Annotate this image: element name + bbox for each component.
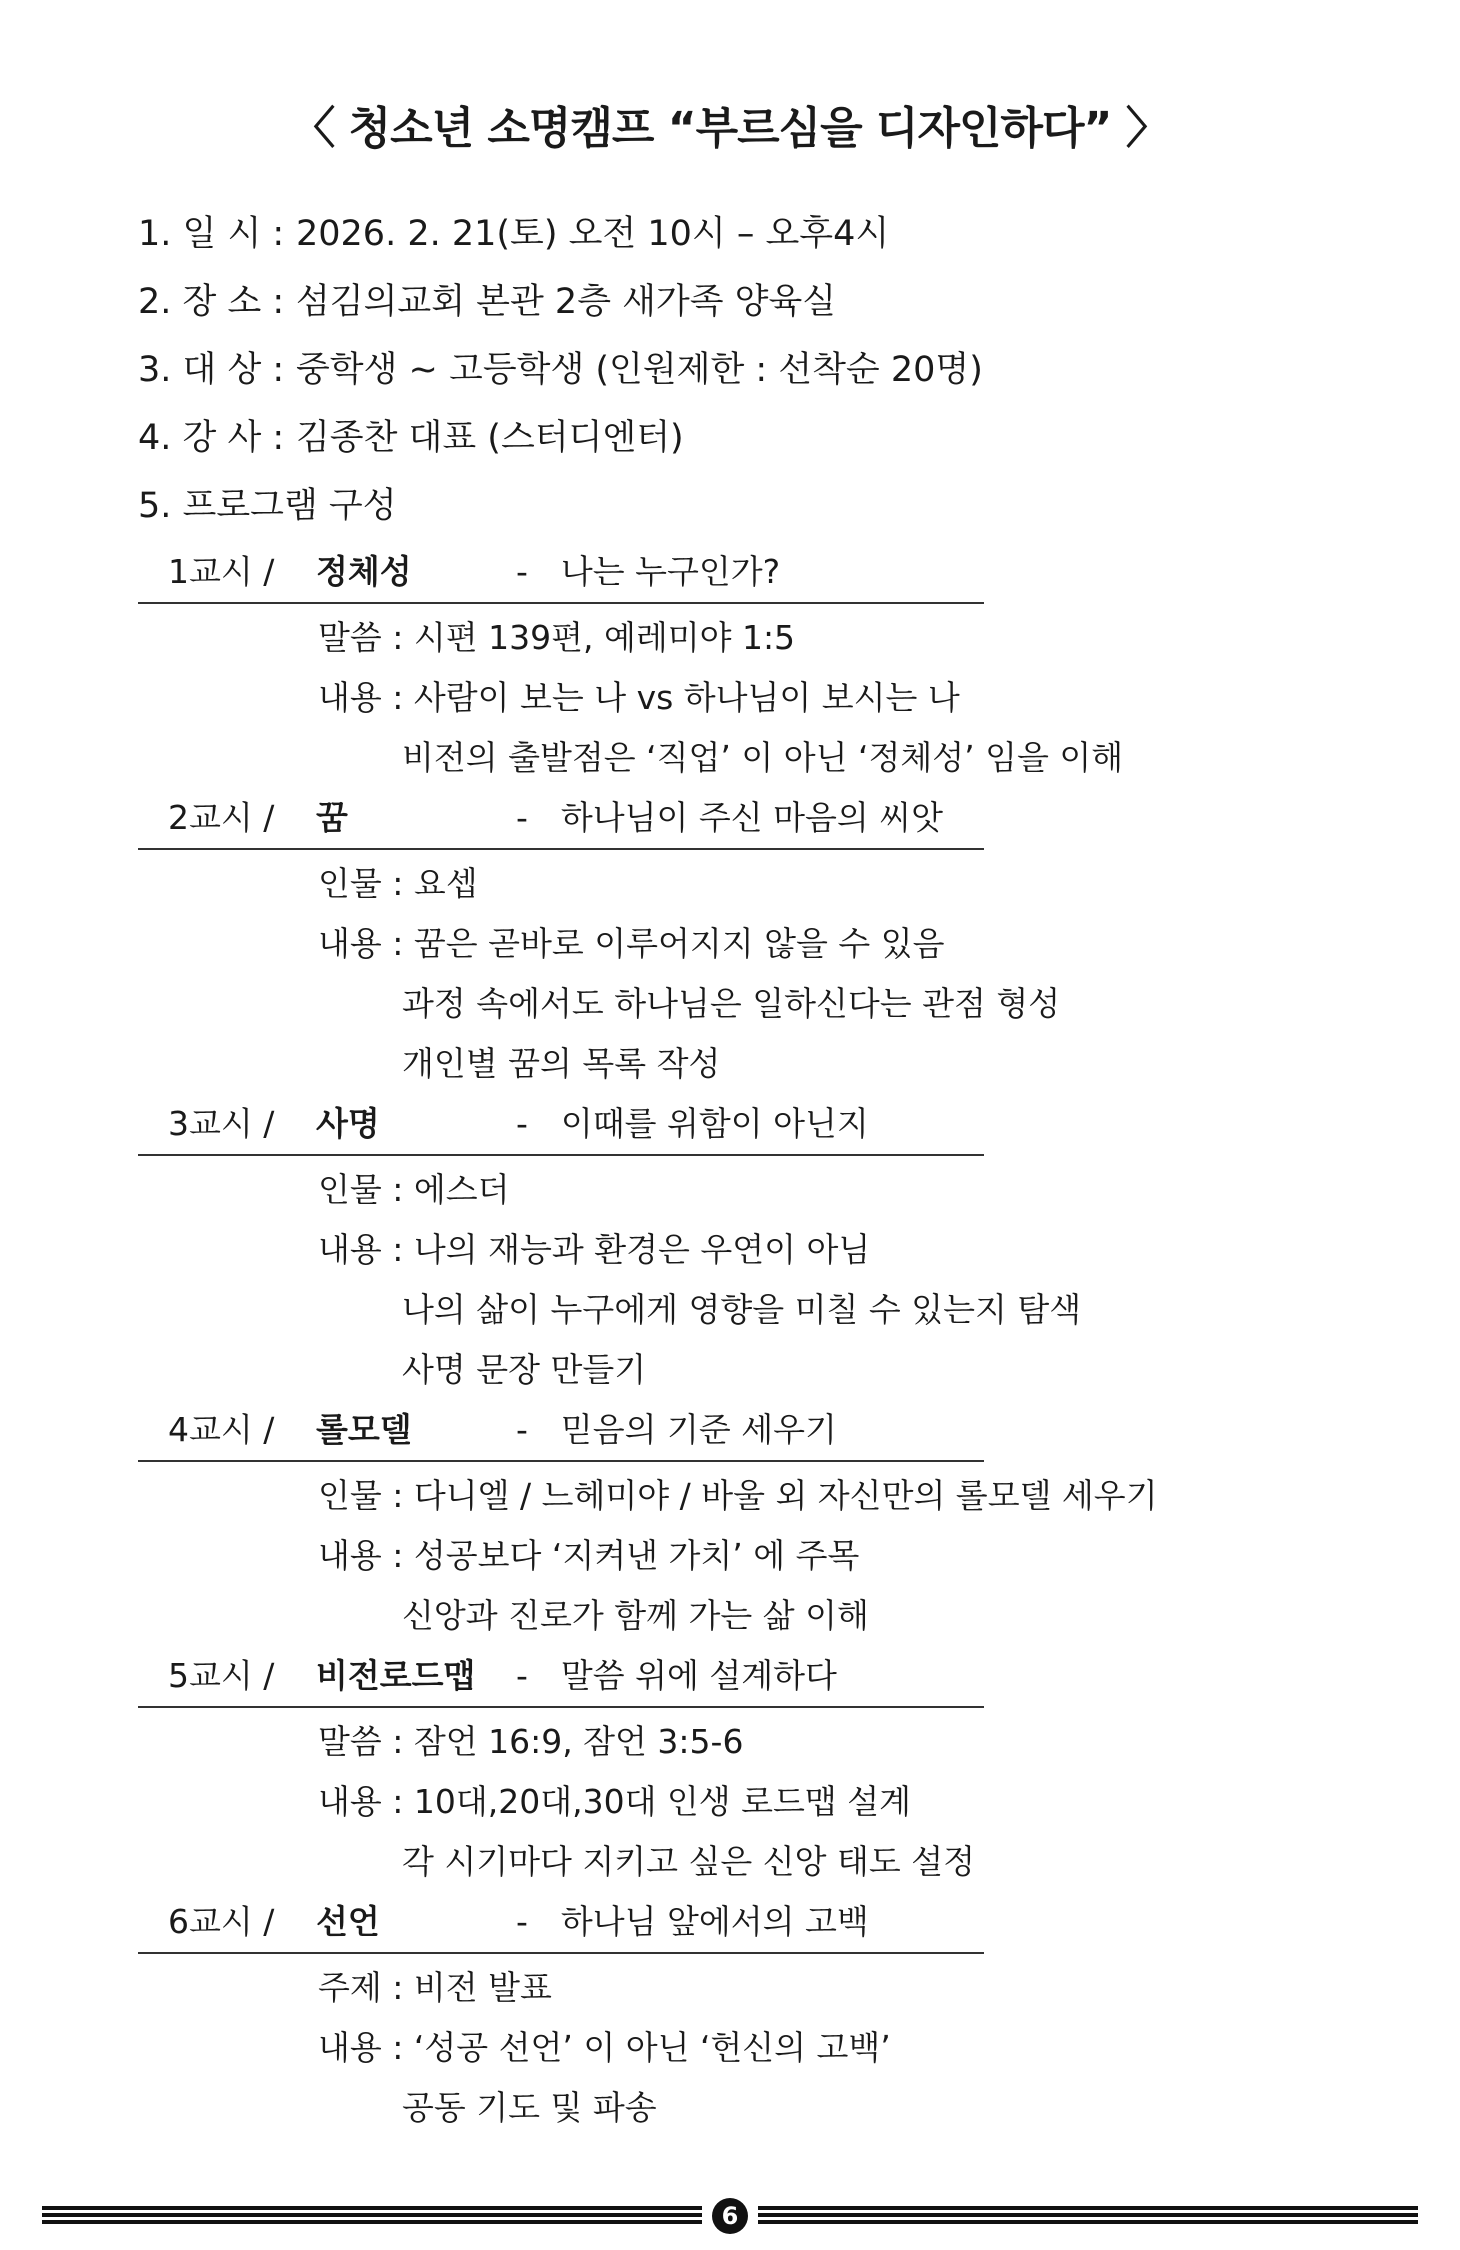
footer-rule-right: [758, 2206, 1418, 2226]
session-details: [138, 604, 1338, 788]
session-header: [138, 1094, 984, 1156]
session-detail-line: 내용 : 꿈은 곧바로 이루어지지 않을 수 있음: [318, 924, 945, 963]
info-value: 중학생 ~ 고등학생 (인원제한 : 선착순 20명): [296, 350, 983, 390]
info-label: 4. 강 사 :: [138, 418, 285, 458]
session-detail-line: 나의 삶이 누구에게 영향을 미칠 수 있는지 탐색: [402, 1290, 1082, 1329]
session-detail-line: 개인별 꿈의 목록 작성: [402, 1044, 721, 1083]
session-title: 롤모델: [316, 1410, 412, 1449]
session-subtitle: - 말씀 위에 설계하다: [516, 1656, 837, 1695]
info-label: 5. 프로그램 구성: [138, 486, 397, 526]
session-detail-line: 내용 : 성공보다 ‘지켜낸 가치’ 에 주목: [318, 1536, 860, 1575]
info-value: 2026. 2. 21(토) 오전 10시 – 오후4시: [296, 214, 890, 254]
page-number: 6: [712, 2198, 748, 2234]
session-subtitle: - 하나님 앞에서의 고백: [516, 1902, 869, 1941]
session-header: [138, 788, 984, 850]
info-label: 2. 장 소 :: [138, 282, 285, 322]
info-label: 1. 일 시 :: [138, 214, 285, 254]
session-detail-line: 내용 : 나의 재능과 환경은 우연이 아님: [318, 1230, 871, 1269]
session-detail-line: 말씀 : 잠언 16:9, 잠언 3:5-6: [318, 1722, 744, 1761]
session-details: [138, 1156, 1338, 1400]
session-detail-line: 주제 : 비전 발표: [318, 1968, 552, 2007]
session-title: 비전로드맵: [316, 1656, 476, 1695]
info-value: 김종찬 대표 (스터디엔터): [296, 418, 684, 458]
session-detail-line: 각 시기마다 지키고 싶은 신앙 태도 설정: [402, 1842, 975, 1881]
session-detail-line: 과정 속에서도 하나님은 일하신다는 관점 형성: [402, 984, 1061, 1023]
session-header: [138, 1646, 984, 1708]
session-block: [138, 1094, 1338, 1400]
page-title: 〈 청소년 소명캠프 “부르심을 디자인하다” 〉: [291, 103, 1169, 154]
session-subtitle: - 나는 누구인가?: [516, 552, 781, 591]
session-header: [138, 1400, 984, 1462]
info-place: [138, 268, 1338, 336]
session-number: 5교시 /: [168, 1656, 275, 1695]
session-detail-line: 신앙과 진로가 함께 가는 삶 이해: [402, 1596, 869, 1635]
program-list: [138, 542, 1338, 2138]
session-details: [138, 1462, 1338, 1646]
session-header: [138, 1892, 984, 1954]
session-title: 꿈: [316, 798, 348, 837]
session-details: [138, 1954, 1338, 2138]
session-title: 정체성: [316, 552, 412, 591]
event-info: [138, 200, 1338, 540]
session-detail-line: 비전의 출발점은 ‘직업’ 이 아닌 ‘정체성’ 임을 이해: [402, 738, 1124, 777]
session-number: 6교시 /: [168, 1902, 275, 1941]
footer-rule-left: [42, 2206, 702, 2226]
session-number: 1교시 /: [168, 552, 275, 591]
session-detail-line: 인물 : 요셉: [318, 864, 478, 903]
session-block: [138, 1646, 1338, 1892]
info-program: [138, 472, 1338, 540]
session-number: 4교시 /: [168, 1410, 275, 1449]
session-block: [138, 1400, 1338, 1646]
info-target: [138, 336, 1338, 404]
session-title: 선언: [316, 1902, 380, 1941]
info-date: [138, 200, 1338, 268]
session-detail-line: 인물 : 에스더: [318, 1170, 510, 1209]
session-block: [138, 1892, 1338, 2138]
session-details: [138, 1708, 1338, 1892]
session-detail-line: 내용 : 사람이 보는 나 vs 하나님이 보시는 나: [318, 678, 960, 717]
session-details: [138, 850, 1338, 1094]
session-header: [138, 542, 984, 604]
session-title: 사명: [316, 1104, 380, 1143]
session-block: [138, 542, 1338, 788]
info-label: 3. 대 상 :: [138, 350, 285, 390]
session-subtitle: - 믿음의 기준 세우기: [516, 1410, 837, 1449]
session-number: 3교시 /: [168, 1104, 275, 1143]
page-footer: [42, 2196, 1418, 2236]
session-subtitle: - 이때를 위함이 아닌지: [516, 1104, 869, 1143]
session-detail-line: 공동 기도 및 파송: [402, 2088, 657, 2127]
info-speaker: [138, 404, 1338, 472]
info-value: 섬김의교회 본관 2층 새가족 양육실: [296, 282, 837, 322]
session-detail-line: 내용 : 10대,20대,30대 인생 로드맵 설계: [318, 1782, 912, 1821]
session-block: [138, 788, 1338, 1094]
session-subtitle: - 하나님이 주신 마음의 씨앗: [516, 798, 944, 837]
session-detail-line: 인물 : 다니엘 / 느헤미야 / 바울 외 자신만의 롤모델 세우기: [318, 1476, 1158, 1515]
session-detail-line: 내용 : ‘성공 선언’ 이 아닌 ‘헌신의 고백’: [318, 2028, 891, 2067]
session-number: 2교시 /: [168, 798, 275, 837]
session-detail-line: 말씀 : 시편 139편, 예레미야 1:5: [318, 618, 796, 657]
session-detail-line: 사명 문장 만들기: [402, 1350, 647, 1389]
